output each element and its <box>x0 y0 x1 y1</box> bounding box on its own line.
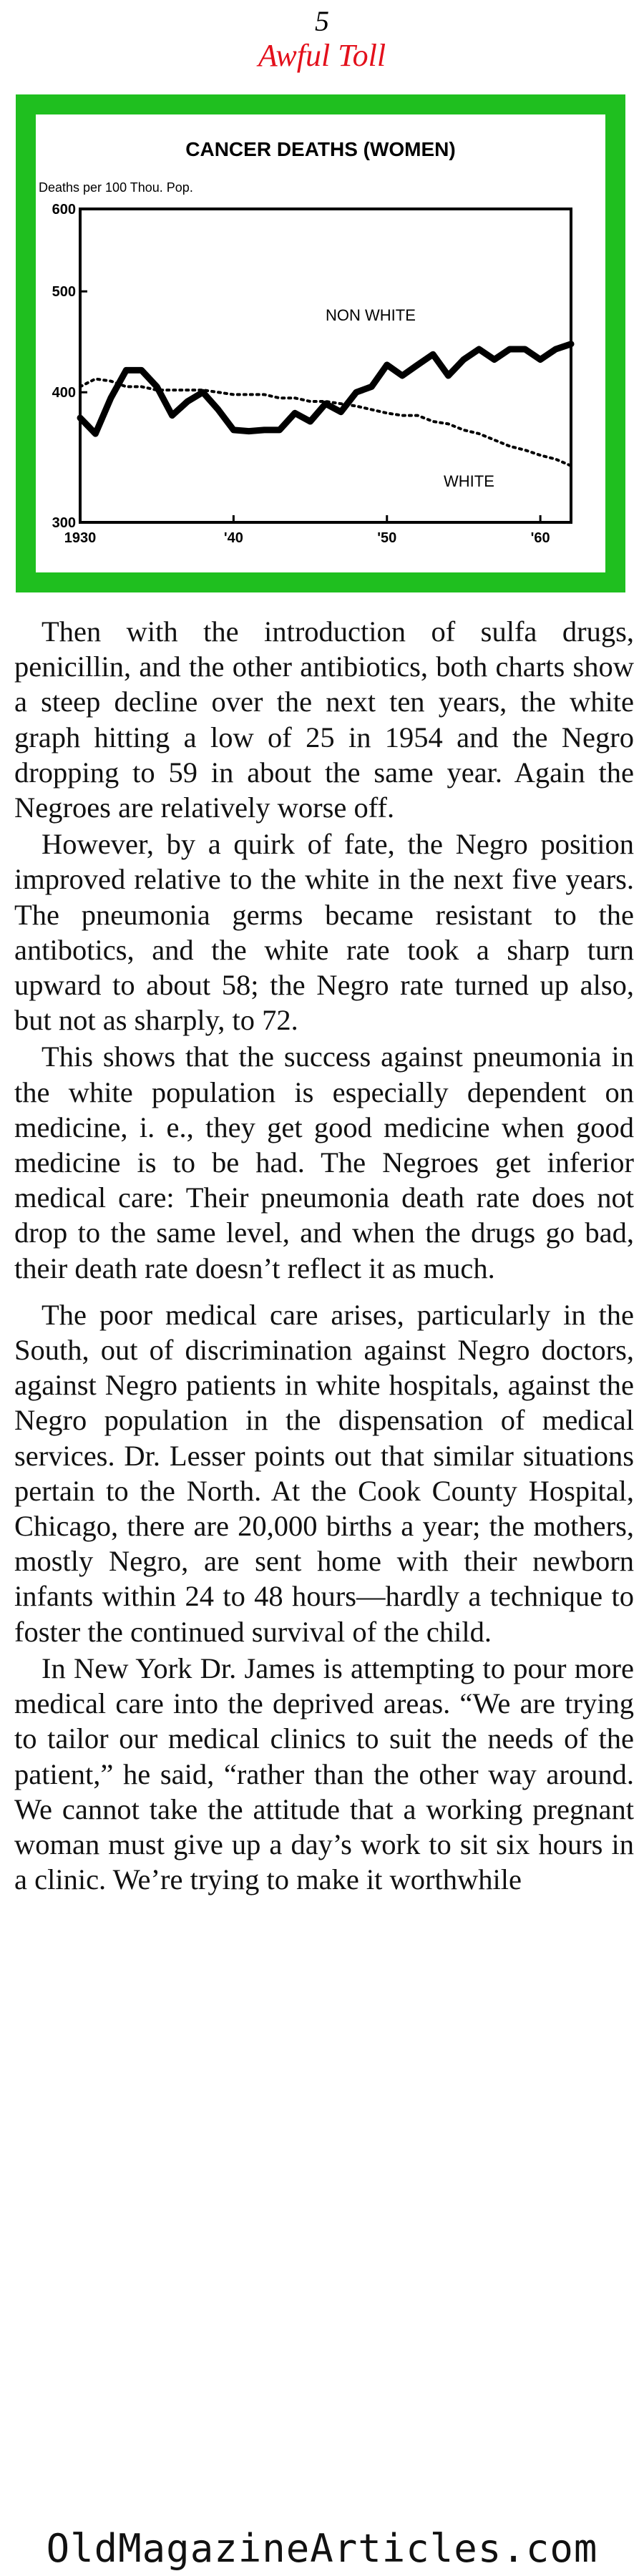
x-tick-label: '50 <box>377 530 397 546</box>
y-tick-label: 300 <box>52 515 76 531</box>
article-paragraph: In New York Dr. James is attempting to pour more medical care into the deprived areas. “We are trying to tailor our medical clinics to suit the needs of the patient,” he said, “rather than the other way around. We cannot take the attitude that a working pregnant woman must give up a day’s work to sit six hours in a clinic. We’re trying to make it worthwhile <box>14 1652 634 1896</box>
x-tick-label: '60 <box>530 530 550 546</box>
series-line-white <box>80 379 571 466</box>
y-tick-label: 600 <box>52 202 76 218</box>
series-label-white: WHITE <box>444 472 494 490</box>
x-tick-label: '40 <box>223 530 243 546</box>
y-tick-label: 500 <box>52 284 76 301</box>
site-brand: OldMagazineArticles.com <box>46 2526 598 2571</box>
page-number: 5 <box>315 5 329 37</box>
series-layer <box>80 344 571 466</box>
x-tick-label: 1930 <box>64 530 97 546</box>
article-paragraph: The poor medical care arises, particularly in the South, out of discrimination against Negro doctors, against Negro patients in white hospitals, against the Negro population in the dispensation of medical services. Dr. Lesser points out that similar situations pertain to the North. At the Cook County Hospital, Chicago, there are 20,000 births a year; the mothers, mostly Negro, are sent home with their newborn infants within 24 to 48 hours—hardly a technique to foster the continued survival of the child. <box>14 1298 634 1648</box>
article-paragraph: This shows that the success against pneumonia in the white population is especially dependent on medicine, i. e., they get good medicine when good medicine is to be had. The Negroes get inferior medical care: Their pneumonia death rate does not drop to the same level, and when the drugs go bad, their death rate doesn’t reflect it as much. <box>14 1040 634 1284</box>
page-title: Awful Toll <box>258 38 386 73</box>
y-tick-label: 400 <box>52 385 76 401</box>
article-body <box>14 614 634 1897</box>
y-axis-label: Deaths per 100 Thou. Pop. <box>39 180 193 195</box>
plot-frame <box>80 209 571 522</box>
cancer-deaths-chart <box>36 114 605 572</box>
chart-frame <box>16 94 625 592</box>
series-label-non-white: NON WHITE <box>326 306 416 324</box>
article-paragraph: However, by a quirk of fate, the Negro position improved relative to the white in the next five years. The pneumonia germs became resistant to the antibotics, and the white rate took a sharp turn upward to about 58; the Negro rate turned up also, but not as sharply, to 72. <box>14 828 634 1037</box>
article-paragraph: Then with the introduction of sulfa drugs, penicillin, and the other antibiotics, both charts show a steep decline over the next ten years, the white graph hitting a low of 25 in 1954 and the Negro dropping to 59 in about the same year. Again the Negroes are relatively worse off. <box>14 615 634 824</box>
chart-title: CANCER DEATHS (WOMEN) <box>185 138 456 160</box>
chart-panel <box>36 114 605 572</box>
